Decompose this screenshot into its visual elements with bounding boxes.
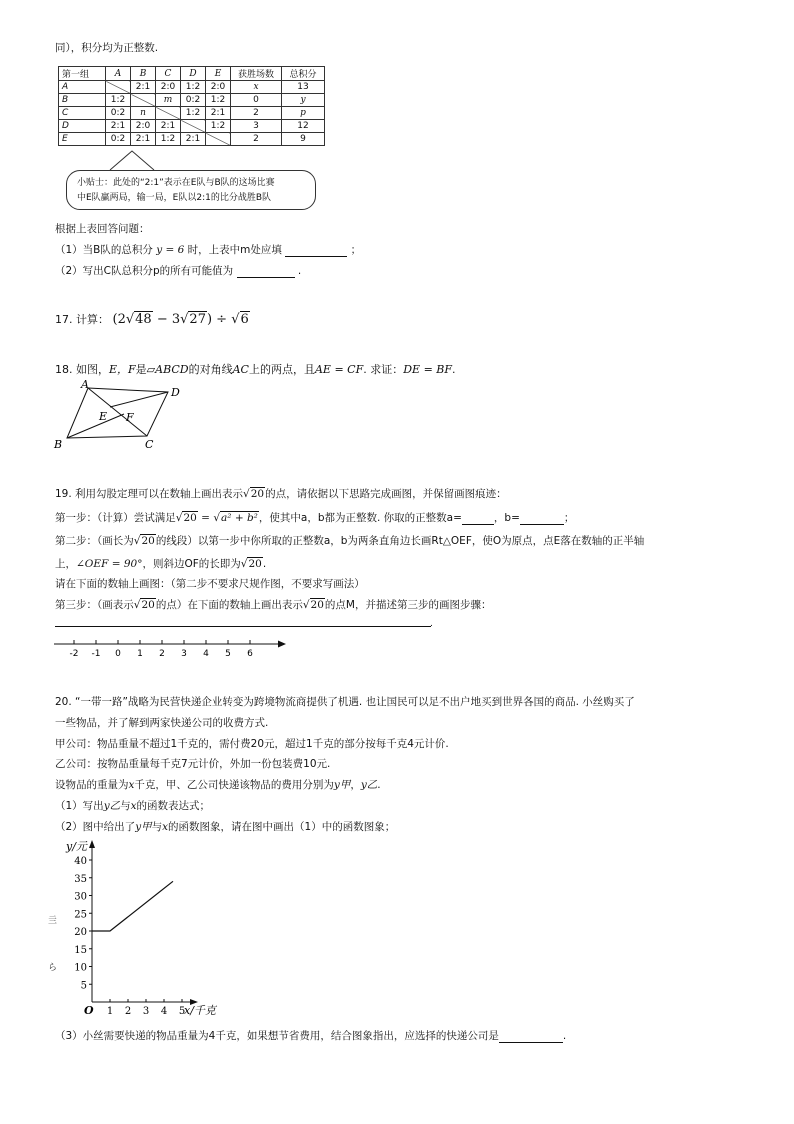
- answer-blank-b[interactable]: [520, 513, 564, 525]
- q19-text: 的点，请依据以下思路完成画图，并保留画图痕迹：: [265, 488, 507, 500]
- number-line-tick-label: -2: [69, 649, 79, 659]
- q20-text: .: [377, 779, 381, 791]
- table-cell: 2:1: [131, 81, 156, 94]
- tip-note: [66, 170, 316, 210]
- radicand: a² + b²: [221, 512, 258, 524]
- table-cell: E: [59, 133, 106, 146]
- table-cell: 12: [282, 120, 325, 133]
- q16-part1-text-2: 时，上表中m处应填: [187, 244, 282, 256]
- q19-text: ，则斜边OF的长即为: [142, 558, 241, 570]
- q18-math: DE = BF: [403, 363, 452, 376]
- table-cell: 13: [282, 81, 325, 94]
- q19-text: 第三步：（画表示: [55, 599, 134, 611]
- q18-text-part: .: [452, 363, 456, 376]
- q20-text: （1）写出: [55, 800, 104, 812]
- table-cell: 0:2: [106, 107, 131, 120]
- x-tick-label: 5: [178, 1006, 186, 1017]
- q20-text: 千克，甲、乙公司快递该物品的费用分别为: [134, 779, 334, 791]
- table-cell: 1:2: [181, 107, 206, 120]
- table-header-cell: 总积分: [282, 67, 325, 81]
- table-cell: 2: [231, 133, 282, 146]
- x-axis-label: x/千克: [184, 1004, 216, 1017]
- segment-de: [110, 392, 168, 407]
- q19-line-1: 19. 利用勾股定理可以在数轴上画出表示√20的点，请依据以下思路完成画图，并保留画图痕迹：: [55, 488, 507, 500]
- number-line-tick-label: 3: [181, 649, 187, 659]
- table-cell: n: [131, 107, 156, 120]
- series-line-y-jia: [92, 881, 173, 931]
- table-cell: 2:0: [131, 120, 156, 133]
- y-tick-label: 10: [74, 962, 87, 974]
- q17: [55, 311, 250, 327]
- expr-part: (2: [112, 312, 126, 327]
- q20-part3: [55, 1028, 566, 1043]
- vertex-label-b: B: [54, 438, 63, 450]
- table-cell: 9: [282, 133, 325, 146]
- q19-text: 上，: [55, 558, 76, 570]
- table-cell: C: [59, 107, 106, 120]
- q19-text: 的点M，并描述第三步的画图步骤：: [324, 599, 492, 611]
- q20-text: 与: [151, 821, 163, 833]
- q20-text: 设物品的重量为: [55, 779, 129, 791]
- q19-text: .: [262, 558, 267, 570]
- table-cell: 2:1: [106, 120, 131, 133]
- x-tick-label: 1: [106, 1006, 114, 1017]
- q20-line-5: [55, 777, 381, 792]
- q20-math: x: [162, 821, 169, 833]
- diagonal-ac: [88, 388, 147, 436]
- q20-line-3: 甲公司：物品重量不超过1千克的，需付费20元，超过1千克的部分按每千克4元计价.: [55, 738, 449, 750]
- q20-line-4: 乙公司：按物品重量每千克7元计价，外加一份包装费10元.: [55, 758, 331, 770]
- q16-part1-equation: y = 6: [156, 244, 185, 256]
- q16-part2-end: .: [297, 265, 302, 277]
- q20-math: x: [130, 800, 137, 812]
- q16-part1-end: ；: [350, 244, 362, 256]
- q20-text: 的函数表达式；: [136, 800, 211, 812]
- answer-line-end: .: [430, 619, 433, 629]
- table-header-cell: A: [106, 67, 131, 81]
- q19-text: ，b=: [493, 512, 520, 524]
- q18-math: ▱ABCD: [146, 363, 189, 376]
- q18-text-part: 的对角线: [188, 363, 233, 376]
- arrow-right-icon: [278, 641, 286, 648]
- table-header-cell: 获胜场数: [231, 67, 282, 81]
- y-tick-label: 5: [80, 980, 87, 992]
- tip-line-1: 小贴士：此处的“2:1”表示在E队与B队的这场比赛: [77, 178, 275, 188]
- q20-part2: [55, 819, 395, 834]
- x-tick-label: 2: [124, 1006, 132, 1017]
- expr-part: ) ÷: [206, 312, 232, 327]
- q18-math: AC: [232, 363, 249, 376]
- q18-text-part: 上的两点，且: [248, 363, 315, 376]
- y-axis-label: y/元: [66, 840, 87, 853]
- y-tick-label: 30: [74, 891, 87, 903]
- q19-text: 第一步：（计算）尝试满足: [55, 512, 176, 524]
- table-header-cell: 第一组: [59, 67, 106, 81]
- y-tick-label: 40: [74, 856, 87, 867]
- table-cell: 0:2: [181, 94, 206, 107]
- answer-blank-a[interactable]: [462, 513, 494, 525]
- radicand: 48: [135, 312, 152, 327]
- q18-math: E，F: [109, 363, 136, 376]
- y-tick-label: 25: [74, 909, 87, 921]
- q18-text-part: . 求证：: [363, 363, 404, 376]
- q19-text: 第二步：（画长为: [55, 535, 134, 547]
- x-tick-label: 4: [160, 1006, 168, 1017]
- radicand: 20: [141, 599, 155, 611]
- table-cell: 1:2: [181, 81, 206, 94]
- intro-text: 同），积分均为正整数.: [55, 42, 159, 54]
- q16-part2: [55, 263, 301, 278]
- radicand: 27: [189, 312, 206, 327]
- number-line[interactable]: [50, 636, 290, 662]
- y-axis-arrow-icon: [89, 840, 95, 848]
- q20-part1: [55, 798, 210, 813]
- number-line-tick-label: 4: [203, 649, 209, 659]
- q19-line-6: 第三步：（画表示√20的点）在下面的数轴上画出表示√20的点M，并描述第三步的画图步骤：: [55, 599, 492, 611]
- table-cell: 0: [231, 94, 282, 107]
- table-header-cell: B: [131, 67, 156, 81]
- q20-text: 的函数图象，请在图中画出（1）中的函数图象；: [168, 821, 396, 833]
- table-cell: D: [59, 120, 106, 133]
- table-cell: 0:2: [106, 133, 131, 146]
- vertex-label-d: D: [171, 386, 180, 399]
- radicand: 20: [248, 558, 262, 570]
- q20-text: 与: [120, 800, 131, 812]
- q18-text: [55, 361, 456, 377]
- y-tick-label: 35: [74, 873, 87, 885]
- table-cell: 2:1: [131, 133, 156, 146]
- q19-text: 的点）在下面的数轴上画出表示: [155, 599, 303, 611]
- q18-text-part: 18. 如图，: [55, 363, 109, 376]
- answer-blank[interactable]: [499, 1031, 563, 1043]
- number-line-tick-label: 0: [115, 649, 121, 659]
- vertex-label-a: A: [81, 378, 89, 391]
- q19-text: 的线段）以第一步中你所取的正整数a，b为两条直角边长画Rt△OEF，使O为原点，点E落在数轴的正半轴: [155, 535, 645, 547]
- q16-part2-text: （2）写出C队总积分p的所有可能值为: [55, 265, 234, 277]
- x-tick-label: 3: [142, 1006, 150, 1017]
- q17-expression: (2√48 − 3√27) ÷ √6: [112, 312, 249, 327]
- q20-line-1: 20. “一带一路”战略为民营快递企业转变为跨境物流商提供了机遇. 也让国民可以足不出户地买到世界各国的商品. 小丝购买了: [55, 696, 635, 708]
- q19-math: ∠OEF = 90°: [76, 558, 143, 570]
- margin-mark: 亖: [48, 916, 58, 926]
- table-cell: 2:1: [206, 107, 231, 120]
- radicand: 20: [141, 535, 155, 547]
- table-cell: p: [282, 107, 325, 120]
- number-line-tick-label: 5: [225, 649, 231, 659]
- table-header-cell: E: [206, 67, 231, 81]
- q18-text-part: 是: [135, 363, 147, 376]
- table-cell: m: [156, 94, 181, 107]
- table-cell: 2:0: [156, 81, 181, 94]
- radicand: 6: [240, 312, 249, 327]
- table-cell: 1:2: [206, 94, 231, 107]
- point-label-f: F: [126, 411, 134, 424]
- point-label-e: E: [99, 410, 108, 423]
- table-cell: 2:1: [181, 133, 206, 146]
- margin-mark: ら: [48, 963, 58, 973]
- origin-label: O: [84, 1004, 94, 1017]
- q20-text: ，: [350, 779, 361, 791]
- q19-text: ，使其中a，b都为正整数. 你取的正整数a=: [258, 512, 462, 524]
- y-tick-label: 20: [74, 927, 87, 938]
- q20-math: y甲: [333, 779, 351, 791]
- table-cell: A: [59, 81, 106, 94]
- table-cell: x: [231, 81, 282, 94]
- table-header-cell: D: [181, 67, 206, 81]
- number-line-tick-label: -1: [91, 649, 101, 659]
- q19-line-5: 请在下面的数轴上画图：（第二步不要求尺规作图，不要求写画法）: [55, 578, 365, 590]
- table-cell: y: [282, 94, 325, 107]
- q19-math: =: [197, 512, 214, 524]
- q16-part1-text: （1）当B队的总积分: [55, 244, 153, 256]
- number-line-tick-label: 6: [247, 649, 253, 659]
- q18-math: AE = CF: [314, 363, 364, 376]
- q19-text: ；: [563, 512, 575, 524]
- vertex-label-c: C: [145, 438, 154, 450]
- answer-blank[interactable]: [237, 266, 295, 278]
- table-cell: 1:2: [206, 120, 231, 133]
- table-header-cell: C: [156, 67, 181, 81]
- q20-math: y甲: [135, 821, 152, 833]
- table-cell: 3: [231, 120, 282, 133]
- number-line-tick-label: 1: [137, 649, 143, 659]
- answer-blank[interactable]: [285, 245, 347, 257]
- table-cell: 1:2: [156, 133, 181, 146]
- parallelogram-figure: [50, 378, 190, 450]
- table-cell: 2: [231, 107, 282, 120]
- q20-line-2: 一些物品，并了解到两家快递公司的收费方式.: [55, 717, 269, 729]
- y-tick-label: 15: [74, 944, 87, 956]
- q17-label: 17. 计算：: [55, 313, 109, 326]
- expr-part: − 3: [152, 312, 181, 327]
- q20-text: .: [562, 1030, 567, 1042]
- answer-line[interactable]: [55, 626, 431, 627]
- number-line-tick-label: 2: [159, 649, 165, 659]
- radicand: 20: [183, 512, 197, 524]
- q19-line-4: 上，∠OEF = 90°，则斜边OF的长即为√20.: [55, 558, 267, 570]
- table-cell: 1:2: [106, 94, 131, 107]
- q19-line-3: 第二步：（画长为√20的线段）以第一步中你所取的正整数a，b为两条直角边长画Rt△OEF，使O为原点，点E落在数轴的正半轴: [55, 535, 645, 547]
- table-cell: 2:0: [206, 81, 231, 94]
- table-cell: 2:1: [156, 120, 181, 133]
- radicand: 20: [250, 488, 265, 500]
- q16-part1: [55, 242, 361, 257]
- q19-line-2: 第一步：（计算）尝试满足√20 = √a² + b²，使其中a，b都为正整数. 你取的正整数a= ，b= ；: [55, 512, 575, 524]
- q20-math: x: [128, 779, 135, 791]
- q20-text: （2）图中给出了: [55, 821, 136, 833]
- q16-intro: 根据上表回答问题：: [55, 223, 150, 235]
- table-cell: B: [59, 94, 106, 107]
- function-chart[interactable]: [44, 836, 244, 1022]
- q20-text: （3）小丝需要快递的物品重量为4千克，如果想节省费用，结合图象指出，应选择的快递公司是: [55, 1030, 499, 1042]
- tip-line-2: 中E队赢两局，输一局，E队以2:1的比分战胜B队: [77, 193, 272, 203]
- q19-text: 19. 利用勾股定理可以在数轴上画出表示: [55, 488, 244, 500]
- radicand: 20: [310, 599, 324, 611]
- q20-math: y乙: [103, 800, 121, 812]
- q20-math: y乙: [360, 779, 378, 791]
